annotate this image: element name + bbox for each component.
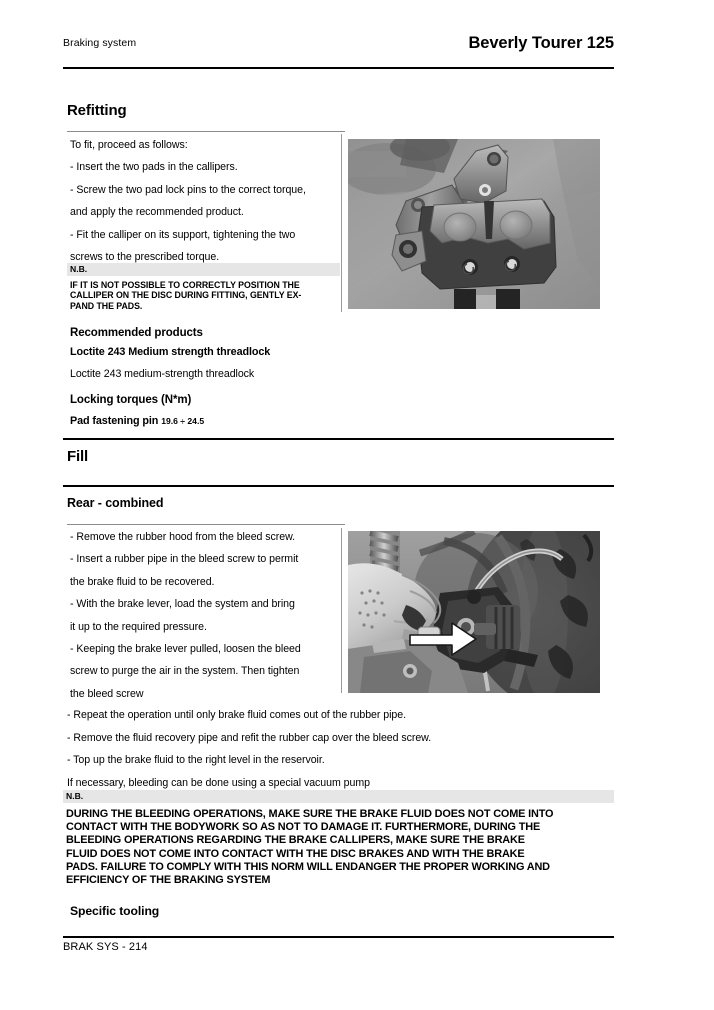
nb-line: PAND THE PADS. (70, 300, 143, 311)
refitting-steps-list (70, 139, 342, 273)
footer-page-label: BRAK SYS - 214 (63, 941, 148, 953)
heading-specific-tooling: Specific tooling (70, 904, 160, 918)
list-item: - Insert the two pads in the callipers. (70, 161, 238, 174)
refitting-nb-band (67, 263, 340, 276)
nb-line: DURING THE BLEEDING OPERATIONS, MAKE SURE THE BRAKE FLUID DOES NOT COME INTO (66, 808, 554, 820)
recommended-product-name: Loctite 243 Medium strength threadlock (70, 346, 271, 358)
nb-line: PADS. FAILURE TO COMPLY WITH THIS NORM WILL ENDANGER THE PROPER WORKING AND (66, 860, 550, 873)
nb-line: CALLIPER ON THE DISC DURING FITTING, GENTLY EX- (70, 290, 302, 301)
list-item: - Remove the fluid recovery pipe and refit the rubber cap over the bleed screw. (67, 731, 432, 744)
torque-row (70, 415, 204, 427)
fill-nb-label: N.B. (66, 791, 84, 801)
nb-line: EFFICIENCY OF THE BRAKING SYSTEM (66, 874, 271, 887)
header-model-title: Beverly Tourer 125 (468, 34, 614, 52)
rear-combined-rule (63, 485, 614, 487)
fill-nb-band (63, 790, 614, 803)
list-item: the brake fluid to be recovered. (70, 575, 215, 588)
fill-steps-list (70, 531, 342, 710)
header-divider (63, 67, 614, 69)
nb-line: CONTACT WITH THE BODYWORK SO AS NOT TO DAMAGE IT. FURTHERMORE, DURING THE (66, 821, 541, 834)
heading-fill: Fill (67, 448, 89, 465)
refitting-text-top-rule (67, 131, 345, 132)
list-item: - With the brake lever, load the system and bring (70, 598, 295, 611)
footer-divider (63, 936, 614, 938)
list-item: screws to the prescribed torque. (70, 250, 220, 263)
fill-text-top-rule (67, 524, 345, 525)
list-item: the bleed screw (70, 687, 144, 700)
list-item: - Screw the two pad lock pins to the correct torque, (70, 183, 306, 196)
list-item: To fit, proceed as follows: (70, 139, 188, 151)
heading-recommended-products: Recommended products (70, 327, 203, 339)
fill-fullwidth-steps (67, 709, 614, 799)
nb-line: IF IT IS NOT POSSIBLE TO CORRECTLY POSITION THE (70, 280, 300, 290)
list-item: screw to purge the air in the system. Then tighten (70, 665, 300, 678)
nb-line: FLUID DOES NOT COME INTO CONTACT WITH THE DISC BRAKES AND WITH THE BRAKE (66, 847, 525, 860)
list-item: - Insert a rubber pipe in the bleed screw to permit (70, 553, 299, 566)
heading-refitting: Refitting (67, 102, 127, 119)
heading-rear-combined: Rear - combined (67, 496, 164, 510)
recommended-product-description: Loctite 243 medium-strength threadlock (70, 368, 255, 380)
list-item: - Fit the calliper on its support, tightening the two (70, 228, 296, 241)
fill-nb-text (66, 808, 617, 887)
list-item: If necessary, bleeding can be done using a special vacuum pump (67, 776, 370, 789)
refitting-nb-text (70, 280, 345, 311)
list-item: - Repeat the operation until only brake fluid comes out of the rubber pipe. (67, 709, 406, 721)
rear-brake-image (348, 531, 600, 693)
torque-value: 19.6 ÷ 24.5 (161, 416, 205, 426)
fill-section-rule (63, 438, 614, 440)
torque-label: Pad fastening pin (70, 415, 159, 427)
heading-locking-torques: Locking torques (N*m) (70, 394, 192, 406)
brake-calliper-photo (348, 139, 600, 309)
list-item: - Top up the brake fluid to the right level in the reservoir. (67, 754, 325, 767)
list-item: and apply the recommended product. (70, 206, 244, 219)
page-header (63, 34, 614, 62)
nb-line: BLEEDING OPERATIONS REGARDING THE BRAKE CALLIPERS, MAKE SURE THE BRAKE (66, 834, 525, 847)
list-item: - Keeping the brake lever pulled, loosen the bleed (70, 642, 301, 655)
list-item: it up to the required pressure. (70, 620, 207, 633)
header-section-label: Braking system (63, 37, 137, 49)
rear-brake-bleed-screw-photo (348, 531, 600, 693)
brake-calliper-image (348, 139, 600, 309)
list-item: - Remove the rubber hood from the bleed screw. (70, 531, 295, 543)
refitting-nb-label: N.B. (70, 264, 88, 274)
